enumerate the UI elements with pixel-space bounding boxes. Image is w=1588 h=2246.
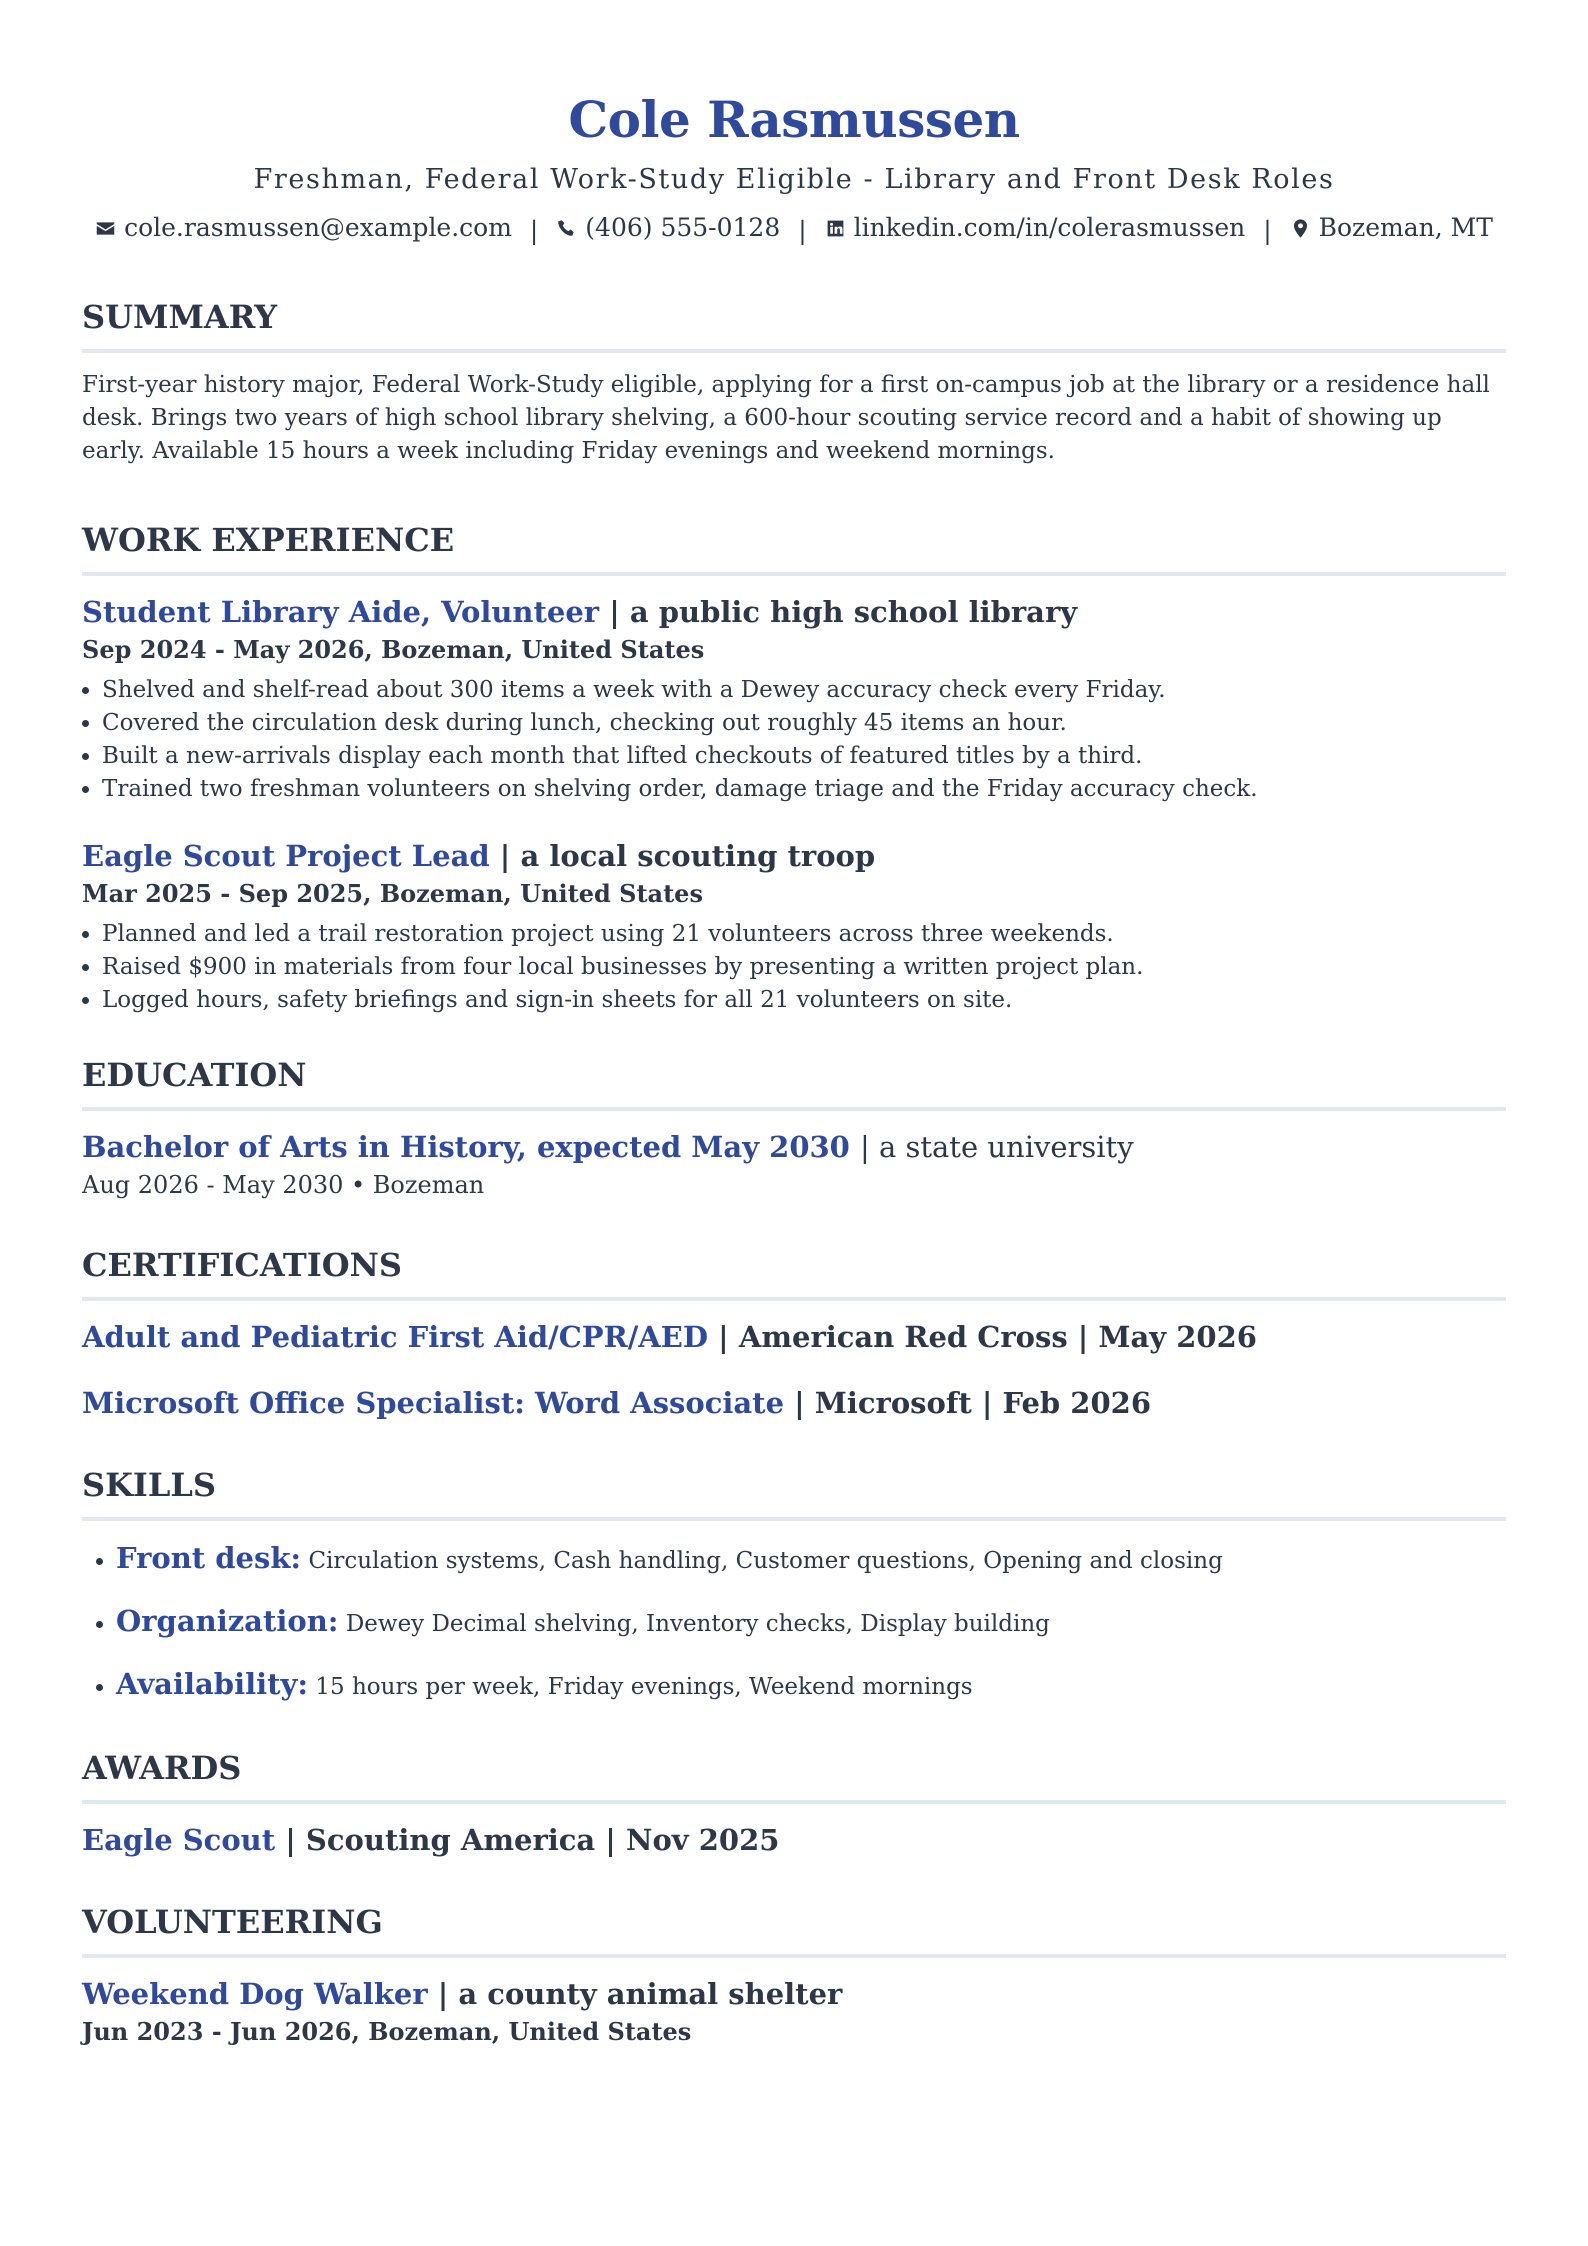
experience-entry [82, 592, 1506, 806]
volunteer-role: Weekend Dog Walker [82, 1976, 428, 2011]
contact-phone[interactable] [556, 210, 780, 246]
award-entry [82, 1820, 1506, 1860]
location-text: Bozeman, MT [1318, 213, 1493, 242]
job-bullet: • Built a new-arrivals display each month that lifted checkouts of featured titles by a third. [102, 740, 1506, 773]
awards-section [82, 1746, 1506, 1860]
skill-item [116, 1537, 1506, 1582]
experience-heading: WORK EXPERIENCE [82, 518, 1506, 576]
map-pin-icon [1290, 218, 1311, 239]
contact-separator: | [1263, 215, 1272, 245]
certification-entry [82, 1317, 1506, 1357]
school-name: | a state university [859, 1129, 1134, 1164]
candidate-name: Cole Rasmussen [568, 90, 1020, 149]
job-bullet: • Shelved and shelf-read about 300 items a week with a Dewey accuracy check every Friday. [102, 674, 1506, 707]
education-section [82, 1053, 1506, 1203]
contact-linkedin[interactable] [825, 210, 1246, 246]
education-dates-location: Aug 2026 - May 2030 • Bozeman [82, 1170, 485, 1199]
job-dates-location: Mar 2025 - Sep 2025, Bozeman, United States [82, 878, 703, 908]
volunteering-entry [82, 1974, 1506, 2050]
linkedin-icon [825, 218, 846, 239]
job-role: Student Library Aide, Volunteer [82, 594, 600, 629]
contact-location [1290, 210, 1493, 246]
skill-item [116, 1663, 1506, 1708]
awards-heading: AWARDS [82, 1746, 1506, 1804]
award-name: Eagle Scout [82, 1822, 276, 1857]
skill-item [116, 1600, 1506, 1645]
education-heading: EDUCATION [82, 1053, 1506, 1111]
summary-heading: SUMMARY [82, 295, 1506, 353]
contact-separator: | [529, 215, 539, 245]
entry-title [82, 1127, 1506, 1167]
job-org: | a public high school library [609, 594, 1078, 629]
skill-label: Organization: [116, 1603, 339, 1638]
skills-list [82, 1537, 1506, 1708]
certification-entry [82, 1383, 1506, 1423]
job-role: Eagle Scout Project Lead [82, 838, 490, 873]
summary-section [82, 295, 1506, 468]
skill-value: Circulation systems, Cash handling, Customer questions, Opening and closing [308, 1547, 1223, 1574]
volunteer-org: | a county animal shelter [437, 1976, 843, 2011]
job-bullet: • Logged hours, safety briefings and sign-in sheets for all 21 volunteers on site. [102, 984, 1506, 1017]
job-bullet: • Raised $900 in materials from four local businesses by presenting a written project plan. [102, 951, 1506, 984]
certification-name: Adult and Pediatric First Aid/CPR/AED [82, 1319, 709, 1354]
volunteering-section [82, 1900, 1506, 2050]
degree-name: Bachelor of Arts in History, expected May 2030 [82, 1129, 850, 1164]
email-text: cole.rasmussen@example.com [124, 213, 512, 242]
resume-header [82, 86, 1506, 249]
envelope-icon [95, 218, 116, 239]
certifications-section [82, 1243, 1506, 1423]
contact-email[interactable] [95, 210, 512, 246]
experience-entry [82, 836, 1506, 1017]
certifications-heading: CERTIFICATIONS [82, 1243, 1506, 1301]
certification-name: Microsoft Office Specialist: Word Associate [82, 1385, 785, 1420]
education-entry [82, 1127, 1506, 1203]
phone-icon [556, 218, 577, 239]
volunteering-heading: VOLUNTEERING [82, 1900, 1506, 1958]
job-bullets [82, 918, 1506, 1017]
award-detail: | Scouting America | Nov 2025 [285, 1822, 780, 1857]
certification-detail: | American Red Cross | May 2026 [718, 1319, 1257, 1354]
phone-text: (406) 555-0128 [585, 213, 781, 242]
entry-title [82, 836, 1506, 876]
skills-heading: SKILLS [82, 1463, 1506, 1521]
job-bullet: • Planned and led a trail restoration project using 21 volunteers across three weekends. [102, 918, 1506, 951]
job-bullets [82, 674, 1506, 806]
volunteer-dates-location: Jun 2023 - Jun 2026, Bozeman, United States [82, 2016, 692, 2046]
summary-text: First-year history major, Federal Work-Study eligible, applying for a first on-campus job at the library or a residence hall desk. Brings two years of high school library shelving, a 600-hour scouting service record and a habit of showing up early. Available 15 hours a week including Friday evenings and weekend mornings. [82, 371, 1490, 464]
entry-title [82, 592, 1506, 632]
linkedin-text: linkedin.com/in/colerasmussen [853, 213, 1246, 242]
certification-detail: | Microsoft | Feb 2026 [794, 1385, 1152, 1420]
experience-section [82, 518, 1506, 1017]
job-bullet: • Covered the circulation desk during lunch, checking out roughly 45 items an hour. [102, 707, 1506, 740]
skill-value: Dewey Decimal shelving, Inventory checks, Display building [345, 1610, 1050, 1637]
skill-value: 15 hours per week, Friday evenings, Weekend mornings [315, 1673, 973, 1700]
job-org: | a local scouting troop [499, 838, 876, 873]
skill-label: Front desk: [116, 1540, 302, 1575]
job-bullet: • Trained two freshman volunteers on shelving order, damage triage and the Friday accuracy check. [102, 773, 1506, 806]
contact-line [82, 210, 1506, 249]
entry-title [82, 1974, 1506, 2014]
contact-separator: | [798, 215, 807, 245]
job-dates-location: Sep 2024 - May 2026, Bozeman, United States [82, 634, 705, 664]
skill-label: Availability: [116, 1666, 309, 1701]
skills-section [82, 1463, 1506, 1708]
candidate-headline: Freshman, Federal Work-Study Eligible - Library and Front Desk Roles [253, 164, 1335, 195]
